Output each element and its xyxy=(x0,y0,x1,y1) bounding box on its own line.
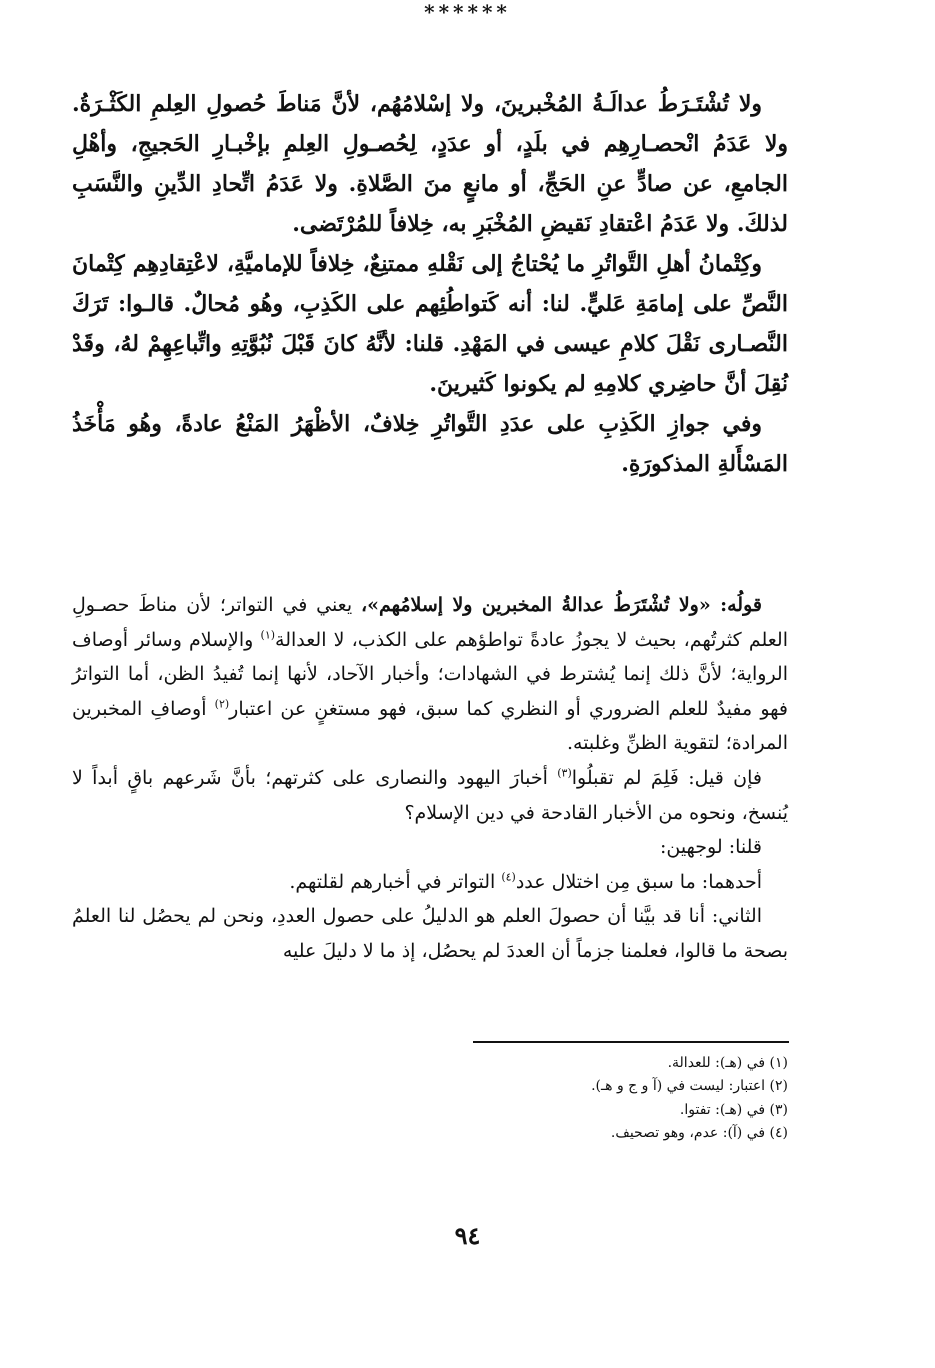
commentary-quote: قولُه: «ولا تُشْتَرَطُ عدالةُ المخبرين ولا إسلامُهم»، xyxy=(360,594,762,616)
commentary-text: التواتر في أخبارهم لقلتهم. xyxy=(289,870,502,893)
commentary-paragraph-4 xyxy=(72,865,788,900)
footnote-ref: (٢) xyxy=(214,697,230,711)
commentary-text: قلنا: لوجهين: xyxy=(659,836,762,859)
section-separator: ****** xyxy=(424,0,511,24)
commentary-paragraph-5 xyxy=(72,899,788,968)
matn-paragraph-2: وكِتْمانُ أهلِ التَّواتُرِ ما يُحْتاجُ إلى نَقْلهِ ممتنِعٌ، خِلافاً للإماميَّةِ، لاعْتِقادِهِم كِتْمانَ النَّصِّ على إمامَةِ عَليٍّ. لنا: أنه كَتواطُئِهم على الكَذِبِ، وهُو مُحالٌ. قالـوا: تَرَكَ النَّصـارى نَقْلَ كلامِ عيسى في المَهْدِ. قلنا: لأنَّهُ كانَ قَبْلَ نُبُوَّتِهِ واتِّباعِهِمْ لهُ، وقَدْ نُقِلَ أنَّ حاضِري كلامِهِ لم يكونوا كَثيرينَ. xyxy=(72,251,788,397)
commentary-text: والإسلام وسائر أوصاف الرواية؛ لأنَّ ذلك إنما يُشترط في الشهادات؛ وأخبار الآحاد، لأنها إنما تُفيدُ الظن، أما التواترُ فهو مفيدٌ للعلم الضروري أو النظري كما سبق، فهو مستغنٍ عن اعتبار xyxy=(72,628,789,720)
matn-paragraph-3: وفي جوازِ الكَذِبِ على عدَدِ التَّواتُرِ خِلافٌ، الأظْهَرُ المَنْعُ عادةً، وهُو مَأْخَذُ المَسْأَلةِ المذكورَةِ. xyxy=(72,411,788,477)
commentary-paragraph-3 xyxy=(72,830,788,865)
commentary-text: الثاني: أنا قد بيَّنا أن حصولَ العلم هو الدليلُ على حصول العددِ، ونحن لم يحصُل لنا العلمُ بصحة ما قالوا، فعلمنا جزماً أن العددَ لم يحصُل، إذ ما لا دليلَ عليه xyxy=(72,905,788,962)
footnote-item: (١) في (هـ): للعدالة. xyxy=(667,1055,788,1071)
matn-text-block xyxy=(72,84,788,484)
footnote-item: (٣) في (هـ): تفتوا. xyxy=(679,1101,788,1118)
footnote-ref: (٤) xyxy=(501,870,516,884)
footnote-item: (٢) اعتبار: ليست في (آ و ج و هـ). xyxy=(591,1078,788,1095)
commentary-text: أحدهما: ما سبق مِن اختلال عدد xyxy=(515,870,762,893)
footnote-item: (٤) في (آ): عدم، وهو تصحيف. xyxy=(610,1125,788,1142)
commentary-text: فإن قيل: فَلِمَ لم تقبلُوا xyxy=(571,766,762,789)
matn-paragraph-1: ولا تُشْتَـرَطُ عدالَـةُ المُخْبرينَ، ولا إسْلامُهُم، لأنَّ مَناطَ حُصولِ العِلمِ الكَثْـرَةُ. ولا عَدَمُ انْحصـارِهِم في بلَدٍ، أو عدَدٍ، لِحُصـولِ العِلمِ بإخْبـارِ الحَجيجِ، وأهْلِ الجامعِ، عن صادٍّ عنِ الحَجِّ، أو مانعٍ منَ الصَّلاةِ. ولا عَدَمُ اتِّحادِ الدِّينِ والنَّسَبِ لذلكَ. ولا عَدَمُ اعْتقادِ نَقيضِ المُخْبَرِ به، خِلافاً للمُرْتَضى. xyxy=(72,91,788,237)
commentary-text: أخبارَ اليهود والنصارى على كثرتهم؛ بأنَّ شَرعهم باقٍ أبداً لا يُنسخ، ونحوه من الأخبار القادحة في دين الإسلام؟ xyxy=(72,766,788,824)
footnote-ref: (١) xyxy=(260,628,276,642)
commentary-paragraph-1 xyxy=(72,588,788,761)
footnotes-block xyxy=(72,1052,788,1146)
commentary-paragraph-2 xyxy=(72,761,788,830)
commentary-text: أوصافِ المخبرين المرادة؛ لتقوية الظنِّ وغلبته. xyxy=(72,697,788,755)
page-number: ٩٤ xyxy=(454,1221,481,1250)
footnote-divider xyxy=(473,1041,789,1043)
footnote-ref: (٣) xyxy=(557,766,572,780)
commentary-text-block xyxy=(72,588,788,969)
commentary-text: يعني في التواتر؛ لأن مناطَ حصـولِ العلم كثرتُهم، بحيث لا يجوزُ عادةً تواطؤهم على الكذب، لا العدالة xyxy=(72,594,788,651)
